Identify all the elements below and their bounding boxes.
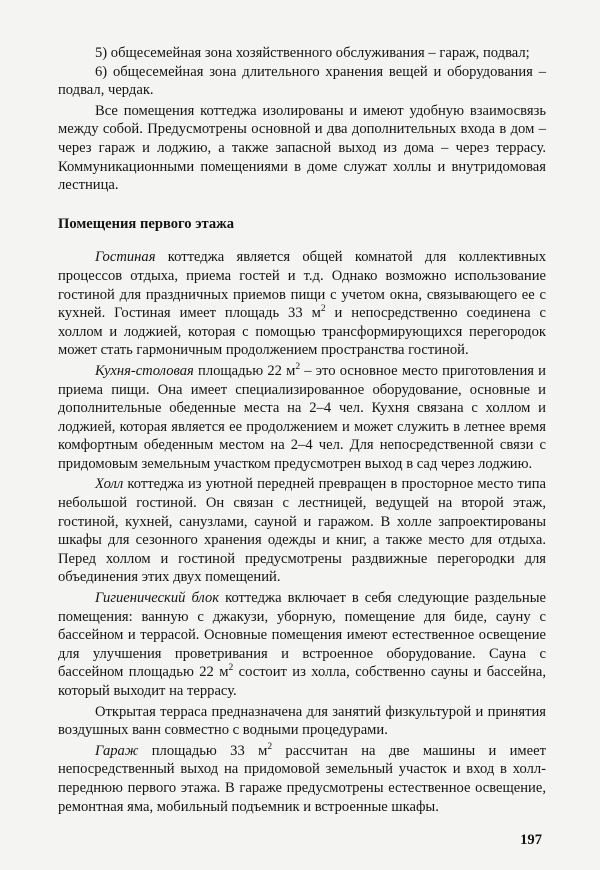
superscript: 2 [295, 361, 301, 372]
superscript: 2 [267, 741, 273, 752]
list-item-5: 5) общесемейная зона хозяйственного обслуживания – гараж, подвал; [95, 45, 530, 61]
garage-text-2: рассчитан на две машины и имеет непосредственный выход на придомовой земельный участок и вход в холл-переднюю первого этажа. В гараже предусмотрены естественное освещение, ремонтная яма, мобильный подъемник и встроенные шкафы. [58, 742, 546, 815]
list-item-6: 6) общесемейная зона длительного хранения вещей и оборудования – подвал, чердак. [58, 63, 546, 99]
section-heading: Помещения первого этажа [58, 215, 235, 232]
hygiene-text-1: коттеджа включает в себя следующие раздельные помещения: ванную с джакузи, уборную, помещение для биде, сауну с бассейном и террасой. Основные помещения имеют естественное освещение для улучшения проветривания и встроенное оборудование. Сауна с бассейном площадью 22 м [58, 590, 546, 681]
superscript: 2 [228, 663, 234, 674]
paragraph-terrace: Открытая терраса предназначена для занятий физкультурой и принятия воздушных ванн совместно с водными процедурами. [58, 703, 546, 739]
hygiene-text-2: состоит из холла, собственно сауны и бассейна, который выходит на террасу. [58, 664, 547, 699]
paragraph-hygiene [58, 589, 546, 701]
paragraph-garage [58, 742, 546, 816]
term-hygiene: Гигиенический блок [95, 590, 220, 607]
paragraph-isolation: Все помещения коттеджа изолированы и имеют удобную взаимосвязь между собой. Предусмотрены основной и два дополнительных входа в дом – через гараж и лоджию, а также запасной выход из дома – через террасу. Коммуникационными помещениями в доме служат холлы и внутридомовая лестница. [58, 102, 546, 194]
hall-text: коттеджа из уютной передней превращен в просторное место типа небольшой гостиной. Он связан с лестницей, ведущей на второй этаж, гостиной, кухней, санузлами, сауной и гаражом. В холле запроектированы шкафы для сезонного хранения одежды и книг, а также место для отдыха. Перед холлом и гостиной предусмотрены раздвижные перегородки для объединения этих двух помещений. [58, 476, 546, 586]
text-body [58, 44, 546, 816]
kitchen-text-2: – это основное место приготовления и приема пищи. Она имеет специализированное оборудование, основные и дополнительные обеденные места на 2–4 чел. Кухня связана с холлом и лоджией, которая является ее продолжением и может служить в летнее время комфортным обеденным местом на 2–4 чел. Для непосредственной связи с придомовым земельным участком предусмотрен выход в сад через лоджию. [58, 362, 546, 472]
living-room-text-2: и непосредственно соединена с холлом и лоджией, которая с помощью трансформирующихся перегородок может стать гармоничным продолжением пространства гостиной. [58, 305, 546, 359]
term-kitchen: Кухня-столовая [95, 362, 194, 379]
term-living-room: Гостиная [95, 249, 156, 266]
term-garage: Гараж [95, 742, 139, 759]
term-hall: Холл [95, 476, 124, 493]
paragraph-living-room [58, 248, 546, 360]
living-room-text-1: коттеджа является общей комнатой для коллективных процессов отдыха, приема гостей и т.д. Однако возможно использование гостиной для праздничных приемов пищи с учетом окна, связывающего ее с кухней. Гостиная имеет площадь 33 м [58, 249, 546, 322]
paragraph-kitchen [58, 362, 546, 474]
page-number: 197 [520, 832, 542, 848]
paragraph-hall [58, 475, 546, 587]
garage-text-1: площадью 33 м [138, 742, 268, 759]
superscript: 2 [320, 304, 326, 315]
kitchen-text-1: площадью 22 м [193, 362, 296, 379]
